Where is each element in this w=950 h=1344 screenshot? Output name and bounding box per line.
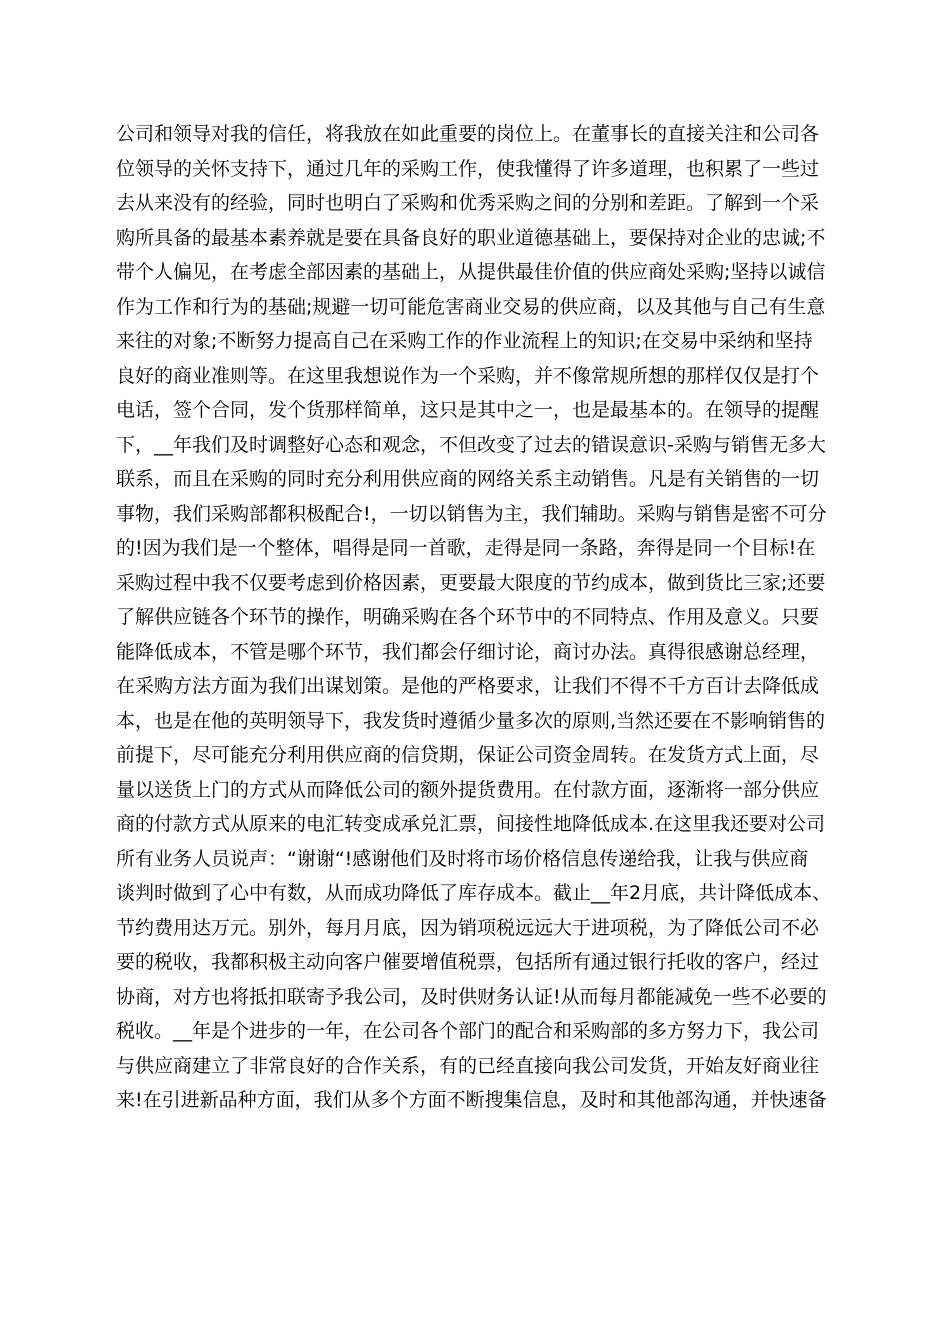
text-line: 与供应商建立了非常良好的合作关系，有的已经直接向我公司发货，开始友好商业往 [116,1054,820,1077]
text-line: 节约费用达万元。别外，每月月底，因为销项税远远大于进项税，为了降低公司不必 [116,916,820,939]
text-line: 采购过程中我不仅要考虑到价格因素，更要最大限度的节约成本，做到货比三家;还要 [116,571,826,594]
text-line: 事物，我们采购部都积极配合!，一切以销售为主，我们辅助。采购与销售是密不可分 [116,502,827,525]
text-line: 位领导的关怀支持下，通过几年的采购工作，使我懂得了许多道理，也积累了一些过 [116,157,820,180]
text-line: 来!在引进新品种方面，我们从多个方面不断搜集信息，及时和其他部沟通，并快速备 [116,1089,827,1111]
text-line: 购所具备的最基本素养就是要在具备良好的职业道德基础上，要保持对企业的忠诚;不 [116,226,826,249]
text-line: 联系，而且在采购的同时充分利用供应商的网络关系主动销售。凡是有关销售的一切 [116,468,820,490]
text-line: 良好的商业准则等。在这里我想说作为一个采购，并不像常规所想的那样仅仅是打个 [116,364,820,387]
text-line: 来往的对象;不断努力提高自己在采购工作的作业流程上的知识;在交易中采纳和坚持 [116,330,813,352]
text-line: 了解供应链各个环节的操作，明确采购在各个环节中的不同特点、作用及意义。只要 [116,606,820,628]
text-line: 协商，对方也将抵扣联寄予我公司，及时供财务认证!从而每月都能减免一些不必要的 [116,985,827,1008]
text-line: 在采购方法方面为我们出谋划策。是他的严格要求，让我们不得不千方百计去降低成 [116,675,820,697]
text-line: 能降低成本，不管是哪个环节，我们都会仔细讨论，商讨办法。真得很感谢总经理， [116,640,820,663]
text-line: 要的税收，我都积极主动向客户催要增值税票，包括所有通过银行托收的客户，经过 [116,951,820,973]
text-line: 税收。__年是个进步的一年，在公司各个部门的配合和采购部的多方努力下，我公司 [116,1020,820,1042]
text-line: 下，__年我们及时调整好心态和观念，不但改变了过去的错误意识-采购与销售无多大 [116,433,826,456]
text-line: 公司和领导对我的信任，将我放在如此重要的岗位上。在董事长的直接关注和公司各 [116,123,820,145]
body-text [116,117,846,1118]
text-line: 作为工作和行为的基础;规避一切可能危害商业交易的供应商，以及其他与自己有生意 [116,295,826,318]
text-line: 前提下，尽可能充分利用供应商的信贷期，保证公司资金周转。在发货方式上面，尽 [116,744,820,766]
text-line: 量以送货上门的方式从而降低公司的额外提货费用。在付款方面，逐渐将一部分供应 [116,778,820,801]
text-line: 所有业务人员说声：“谢谢“!感谢他们及时将市场价格信息传递给我，让我与供应商 [116,847,809,870]
text-line: 带个人偏见，在考虑全部因素的基础上，从提供最佳价值的供应商处采购;坚持以诚信 [116,261,826,283]
text-line: 去从来没有的经验，同时也明白了采购和优秀采购之间的分别和差距。了解到一个采 [116,192,820,214]
text-line: 电话，签个合同，发个货那样简单，这只是其中之一，也是最基本的。在领导的提醒 [116,399,820,421]
text-line: 商的付款方式从原来的电汇转变成承兑汇票，间接性地降低成本.在这里我还要对公司 [116,813,826,835]
text-line: 谈判时做到了心中有数，从而成功降低了库存成本。截止__年2月底，共计降低成本、 [116,882,832,904]
text-line: 的!因为我们是一个整体，唱得是同一首歌，走得是同一条路，奔得是同一个目标!在 [116,537,816,559]
text-line: 本，也是在他的英明领导下，我发货时遵循少量多次的原则,当然还要在不影响销售的 [116,709,826,732]
